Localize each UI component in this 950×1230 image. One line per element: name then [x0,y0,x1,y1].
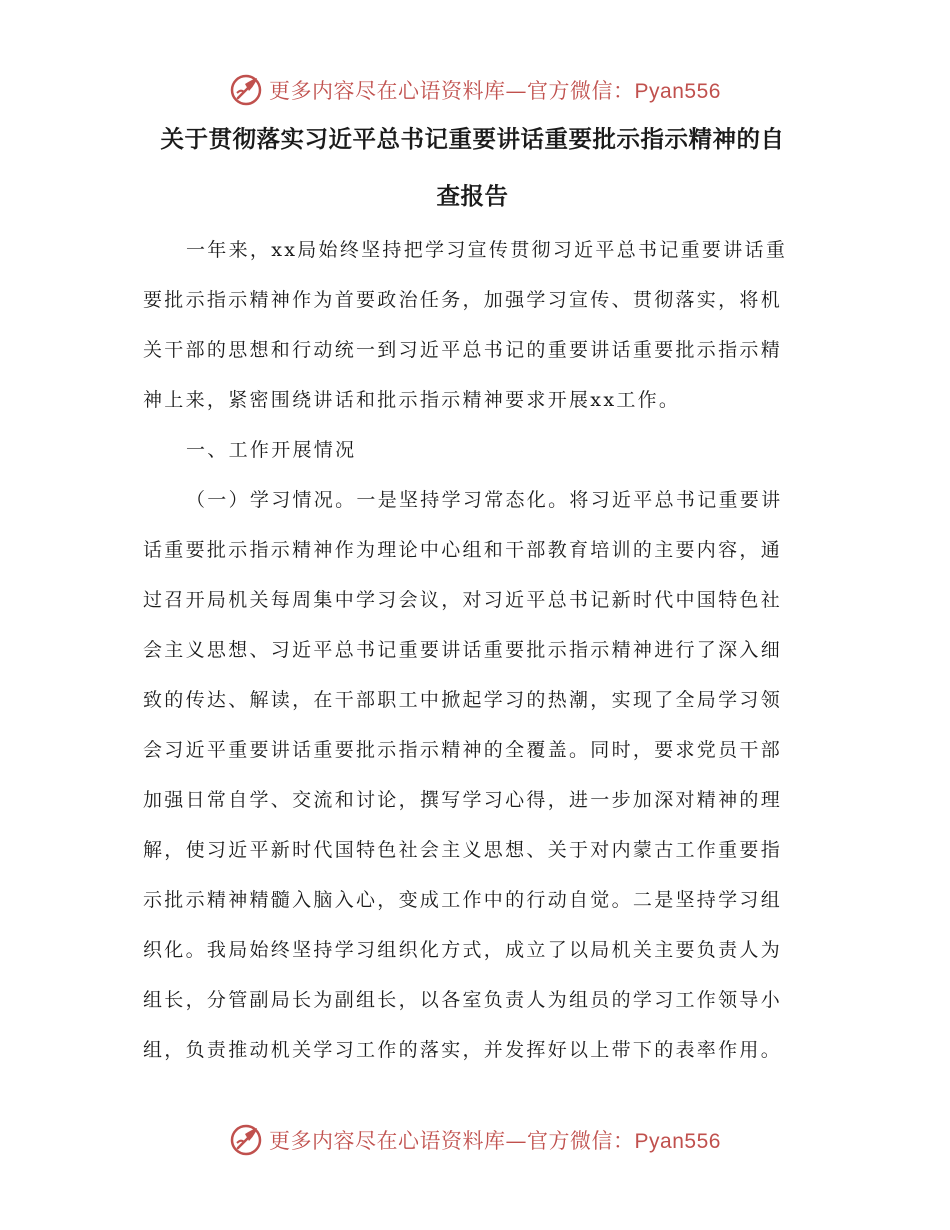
body-line: 神上来，紧密围绕讲话和批示指示精神要求开展xx工作。 [143,389,681,411]
body-line: 加强日常自学、交流和讨论，撰写学习心得，进一步加深对精神的理 [143,789,783,811]
body-line: 解，使习近平新时代国特色社会主义思想、关于对内蒙古工作重要指 [143,839,783,861]
watermark-text: 更多内容尽在心语资料库—官方微信：Pyan556 [269,79,721,103]
document-title-line-1: 关于贯彻落实习近平总书记重要讲话重要批示指示精神的自 [160,125,785,153]
body-line: 关干部的思想和行动统一到习近平总书记的重要讲话重要批示指示精 [143,339,783,361]
section-heading: 一、工作开展情况 [186,439,357,461]
body-line: 会主义思想、习近平总书记重要讲话重要批示指示精神进行了深入细 [143,639,783,661]
quill-logo-icon [229,1123,263,1157]
body-line: 组，负责推动机关学习工作的落实，并发挥好以上带下的表率作用。 [143,1039,783,1061]
watermark-banner-top [0,70,950,110]
body-line: 要批示指示精神作为首要政治任务，加强学习宣传、贯彻落实，将机 [143,289,783,311]
quill-logo-icon [229,73,263,107]
body-line: 织化。我局始终坚持学习组织化方式，成立了以局机关主要负责人为 [143,939,783,961]
body-line: 一年来，xx局始终坚持把学习宣传贯彻习近平总书记重要讲话重 [186,239,788,261]
body-line: 话重要批示指示精神作为理论中心组和干部教育培训的主要内容，通 [143,539,783,561]
body-line: 组长，分管副局长为副组长，以各室负责人为组员的学习工作领导小 [143,989,783,1011]
body-line: （一）学习情况。一是坚持学习常态化。将习近平总书记重要讲 [186,489,783,511]
wechat-id: Pyan556 [634,1130,721,1153]
watermark-text: 更多内容尽在心语资料库—官方微信：Pyan556 [269,1129,721,1153]
document-title-line-2: 查报告 [436,182,509,210]
body-line: 致的传达、解读，在干部职工中掀起学习的热潮，实现了全局学习领 [143,689,783,711]
watermark-banner-bottom [0,1120,950,1160]
wechat-id: Pyan556 [634,80,721,103]
body-line: 过召开局机关每周集中学习会议，对习近平总书记新时代中国特色社 [143,589,783,611]
body-line: 会习近平重要讲话重要批示指示精神的全覆盖。同时，要求党员干部 [143,739,783,761]
body-line: 示批示精神精髓入脑入心，变成工作中的行动自觉。二是坚持学习组 [143,889,783,911]
